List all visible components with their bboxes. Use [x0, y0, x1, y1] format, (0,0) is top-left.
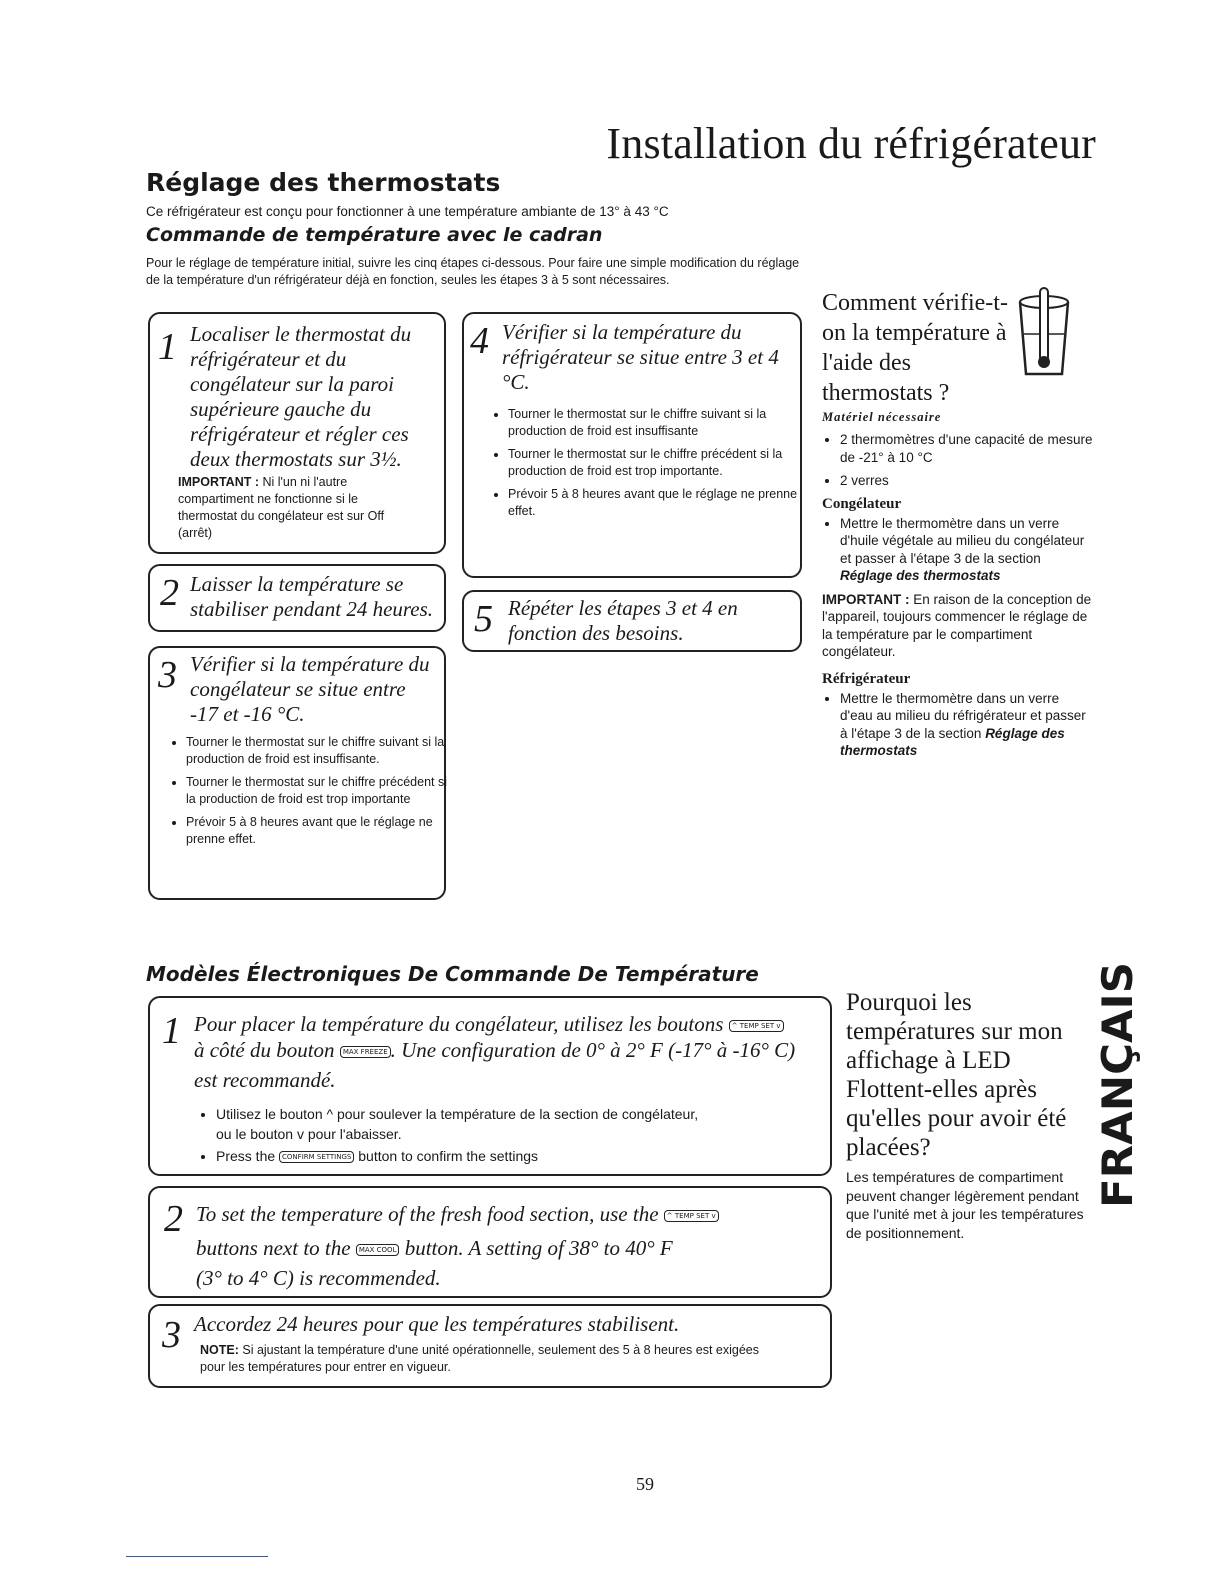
step-text: Pour placer la température du congélateur, utilisez les boutons: [194, 1012, 724, 1036]
step-text: pour soulever la température de la section de congélateur,: [336, 1106, 699, 1122]
materials-label: Matériel nécessaire: [822, 410, 942, 424]
important-label: IMPORTANT :: [178, 475, 260, 489]
freezer-list: [822, 515, 1094, 585]
step-number: 3: [158, 654, 177, 696]
step-title-line: [196, 1202, 826, 1227]
step-number: 2: [164, 1198, 183, 1240]
important-label: IMPORTANT :: [822, 591, 910, 607]
step-text: pour l'abaisser.: [307, 1126, 402, 1142]
note-text: Si ajustant la température d'une unité opérationnelle, seulement des 5 à 8 heures est exigées pour les températures pour entrer en vigueur.: [200, 1343, 759, 1374]
step-box-2: [148, 564, 446, 632]
step-number: 1: [158, 326, 177, 368]
fridge-label: Réfrigérateur: [822, 670, 911, 687]
list-item: • 2 thermomètres d'une capacité de mesure de -21° à 10 °C: [840, 431, 1094, 466]
up-arrow-icon: ^: [326, 1106, 334, 1122]
step-box-5: [462, 590, 802, 652]
freezer-link: Réglage des thermostats: [840, 568, 1001, 583]
step-important: [178, 474, 418, 542]
confirm-settings-button-icon: CONFIRM SETTINGS: [279, 1151, 354, 1163]
temp-set-up-down-icon: [664, 1210, 719, 1222]
step-text: To set the temperature of the fresh food section, use the: [196, 1202, 659, 1226]
subsection-title-dial: Commande de température avec le cadran: [146, 224, 603, 246]
max-freeze-button-icon: MAX FREEZE: [340, 1046, 391, 1058]
temp-set-up-down-icon: [729, 1020, 784, 1032]
page-title: Installation du réfrigérateur: [606, 119, 1096, 168]
footer-divider: [126, 1556, 268, 1557]
up-arrow-icon: ^: [666, 1212, 673, 1221]
materials-list: [822, 431, 1094, 490]
section-intro: Ce réfrigérateur est conçu pour fonctionner à une température ambiante de 13° à 43 °C: [146, 204, 669, 219]
list-item: • Prévoir 5 à 8 heures avant que le réglage ne prenne effet.: [186, 814, 458, 848]
step-number: 2: [160, 572, 179, 614]
note-label: NOTE:: [200, 1343, 239, 1357]
step-title: Accordez 24 heures pour que les températures stabilisent.: [194, 1312, 680, 1336]
step-text: ou le bouton: [216, 1126, 294, 1142]
step-text: button to confirm the settings: [358, 1148, 539, 1164]
list-item: [216, 1104, 836, 1144]
section-title-electronic: Modèles Électroniques De Commande De Température: [146, 962, 759, 986]
step-box-4: [462, 312, 802, 578]
thermometer-glass-icon: [1010, 284, 1076, 380]
step-text: Utilisez le bouton: [216, 1106, 323, 1122]
freezer-label: Congélateur: [822, 495, 902, 512]
step-text: . Une configuration de 0° à 2° F (-17° à -16° C): [390, 1038, 796, 1062]
step-text: à côté du bouton: [194, 1038, 335, 1062]
step-title-line: [196, 1236, 826, 1261]
down-arrow-icon: v: [776, 1022, 781, 1031]
section-title-thermostats: Réglage des thermostats: [146, 168, 501, 197]
list-item: [216, 1146, 836, 1166]
step-text: button. A setting of 38° to 40° F: [404, 1236, 673, 1260]
step-title: Vérifier si la température du congélateur se situe entre -17 et -16 °C.: [190, 652, 430, 726]
list-item: • Tourner le thermostat sur le chiffre précédent si la production de froid est trop importante.: [508, 446, 808, 480]
down-arrow-icon: v: [711, 1212, 716, 1221]
list-item: • Prévoir 5 à 8 heures avant que le réglage ne prenne effet.: [508, 486, 808, 520]
list-item: • Tourner le thermostat sur le chiffre suivant si la production de froid est insuffisante: [508, 406, 808, 440]
fridge-link: Réglage des thermostats: [840, 725, 1065, 758]
step-bullets: [486, 406, 808, 526]
sidebar-text: Les températures de compartiment peuvent changer légèrement pendant que l'unité met à jour les températures de positionnement.: [846, 1169, 1084, 1241]
fridge-list: [822, 690, 1094, 760]
fridge-text: Mettre le thermomètre dans un verre d'eau au milieu du réfrigérateur et passer à l'étape 3 de la section: [840, 690, 1086, 741]
sidebar-led-temperatures: [846, 988, 1086, 1242]
step-box-3: [148, 646, 446, 900]
step-title: Laisser la température se stabiliser pendant 24 heures.: [190, 572, 434, 621]
list-item: [840, 515, 1094, 585]
step-bullets: [194, 1104, 836, 1172]
freezer-text: Mettre le thermomètre dans un verre d'huile végétale au milieu du congélateur et passer à l'étape 3 de la section: [840, 515, 1085, 566]
sidebar-important: [822, 591, 1094, 661]
sidebar-title: Comment vérifie-t-on la température à l'aide des thermostats ?: [822, 290, 1008, 406]
sidebar-title: Pourquoi les températures sur mon affichage à LED Flottent-elles après qu'elles pour avoir été placées?: [846, 989, 1067, 1161]
page-number: 59: [636, 1474, 654, 1494]
subsection-intro: Pour le réglage de température initial, suivre les cinq étapes ci-dessous. Pour faire une simple modification du réglage de la température d'un réfrigérateur déjà en fonction, seules les étapes 3 à 5 sont nécessaires.: [146, 256, 800, 287]
step-title-line: [194, 1038, 830, 1063]
list-item: • Tourner le thermostat sur le chiffre suivant si la production de froid est insuffisante.: [186, 734, 458, 768]
list-item: • 2 verres: [840, 472, 1094, 490]
step-title-line: (3° to 4° C) is recommended.: [196, 1266, 441, 1290]
electronic-step-box-1: [148, 996, 832, 1176]
step-title: Répéter les étapes 3 et 4 en fonction des besoins.: [508, 596, 738, 645]
step-title-line: est recommandé.: [194, 1068, 336, 1092]
list-item: [840, 690, 1094, 760]
language-tab: [1088, 958, 1142, 1208]
step-number: 3: [162, 1314, 181, 1356]
list-item: • Tourner le thermostat sur le chiffre précédent si la production de froid est trop importante: [186, 774, 458, 808]
step-box-1: [148, 312, 446, 554]
step-note: [200, 1342, 780, 1376]
electronic-step-box-2: [148, 1186, 832, 1298]
temp-set-label: TEMP SET: [739, 1022, 775, 1031]
step-title: Vérifier si la température du réfrigérateur se situe entre 3 et 4 °C.: [502, 320, 779, 394]
down-arrow-icon: v: [296, 1126, 304, 1142]
language-tab-label: FRANÇAIS: [1093, 970, 1142, 1208]
electronic-step-box-3: [148, 1304, 832, 1388]
max-cool-button-icon: MAX COOL: [356, 1244, 400, 1256]
step-text: Press the: [216, 1148, 276, 1164]
step-number: 4: [470, 320, 489, 362]
up-arrow-icon: ^: [731, 1022, 738, 1031]
important-text: En raison de la conception de l'appareil, toujours commencer le réglage de la température par le compartiment congélateur.: [822, 591, 1092, 659]
step-bullets: [164, 734, 458, 854]
temp-set-label: TEMP SET: [674, 1212, 710, 1221]
step-title-line: [194, 1012, 830, 1037]
step-number: 1: [162, 1010, 181, 1052]
important-text: Ni l'un ni l'autre compartiment ne fonctionne si le thermostat du congélateur est sur Off (arrêt): [178, 475, 385, 540]
step-text: buttons next to the: [196, 1236, 351, 1260]
step-title: Localiser le thermostat du réfrigérateur et du congélateur sur la paroi supérieure gauche du réfrigérateur et régler ces deux thermostats sur 3½.: [190, 322, 412, 471]
step-number: 5: [474, 598, 493, 640]
